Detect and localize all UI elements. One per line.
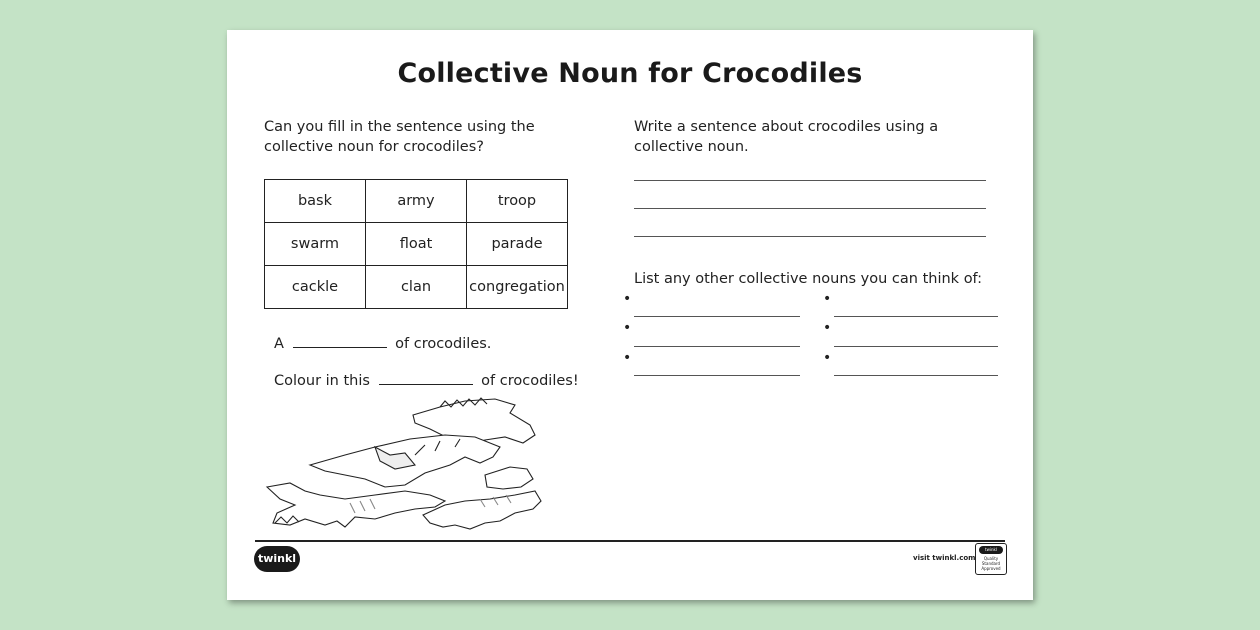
list-line[interactable] <box>634 316 800 317</box>
bullet: • <box>823 320 832 336</box>
sentence-two <box>274 370 579 391</box>
sentence-one <box>274 333 491 354</box>
word-cell: bask <box>265 180 366 223</box>
list-prompt: List any other collective nouns you can think of: <box>634 271 983 287</box>
sentence-two-blank[interactable] <box>379 370 473 385</box>
page-title: Collective Noun for Crocodiles <box>397 58 863 89</box>
footer-divider <box>255 540 1005 542</box>
twinkl-logo: twinkl <box>254 546 300 572</box>
fill-in-question: Can you fill in the sentence using the collective noun for crocodiles? <box>264 119 535 155</box>
bullet: • <box>623 350 632 366</box>
word-cell: swarm <box>265 223 366 266</box>
sentence-two-end: of crocodiles! <box>481 373 579 389</box>
table-row <box>265 223 568 266</box>
sentence-two-start: Colour in this <box>274 373 370 389</box>
sentence-one-end: of crocodiles. <box>395 336 492 352</box>
writing-line[interactable] <box>634 180 986 181</box>
word-cell: clan <box>366 266 467 309</box>
visit-link: visit twinkl.com <box>913 554 976 562</box>
crocodiles-illustration <box>265 395 545 540</box>
table-row <box>265 266 568 309</box>
badge-text: Quality Standard Approved <box>981 556 1001 571</box>
table-row <box>265 180 568 223</box>
quality-badge-icon <box>975 543 1007 575</box>
word-cell: parade <box>467 223 568 266</box>
write-sentence-prompt: Write a sentence about crocodiles using a collective noun. <box>634 119 939 155</box>
list-line[interactable] <box>834 346 998 347</box>
bullet: • <box>623 320 632 336</box>
list-line[interactable] <box>634 346 800 347</box>
worksheet <box>227 30 1033 600</box>
word-bank-table <box>264 179 568 309</box>
badge-logo <box>979 546 1003 554</box>
word-cell: congregation <box>467 266 568 309</box>
bullet: • <box>823 350 832 366</box>
list-line[interactable] <box>834 316 998 317</box>
bullet: • <box>623 291 632 307</box>
writing-line[interactable] <box>634 208 986 209</box>
word-cell: army <box>366 180 467 223</box>
bullet: • <box>823 291 832 307</box>
word-cell: troop <box>467 180 568 223</box>
list-line[interactable] <box>834 375 998 376</box>
sentence-one-start: A <box>274 336 284 352</box>
badge-title: twinkl <box>985 547 997 552</box>
list-line[interactable] <box>634 375 800 376</box>
word-cell: cackle <box>265 266 366 309</box>
word-cell: float <box>366 223 467 266</box>
writing-line[interactable] <box>634 236 986 237</box>
sentence-one-blank[interactable] <box>293 333 387 348</box>
